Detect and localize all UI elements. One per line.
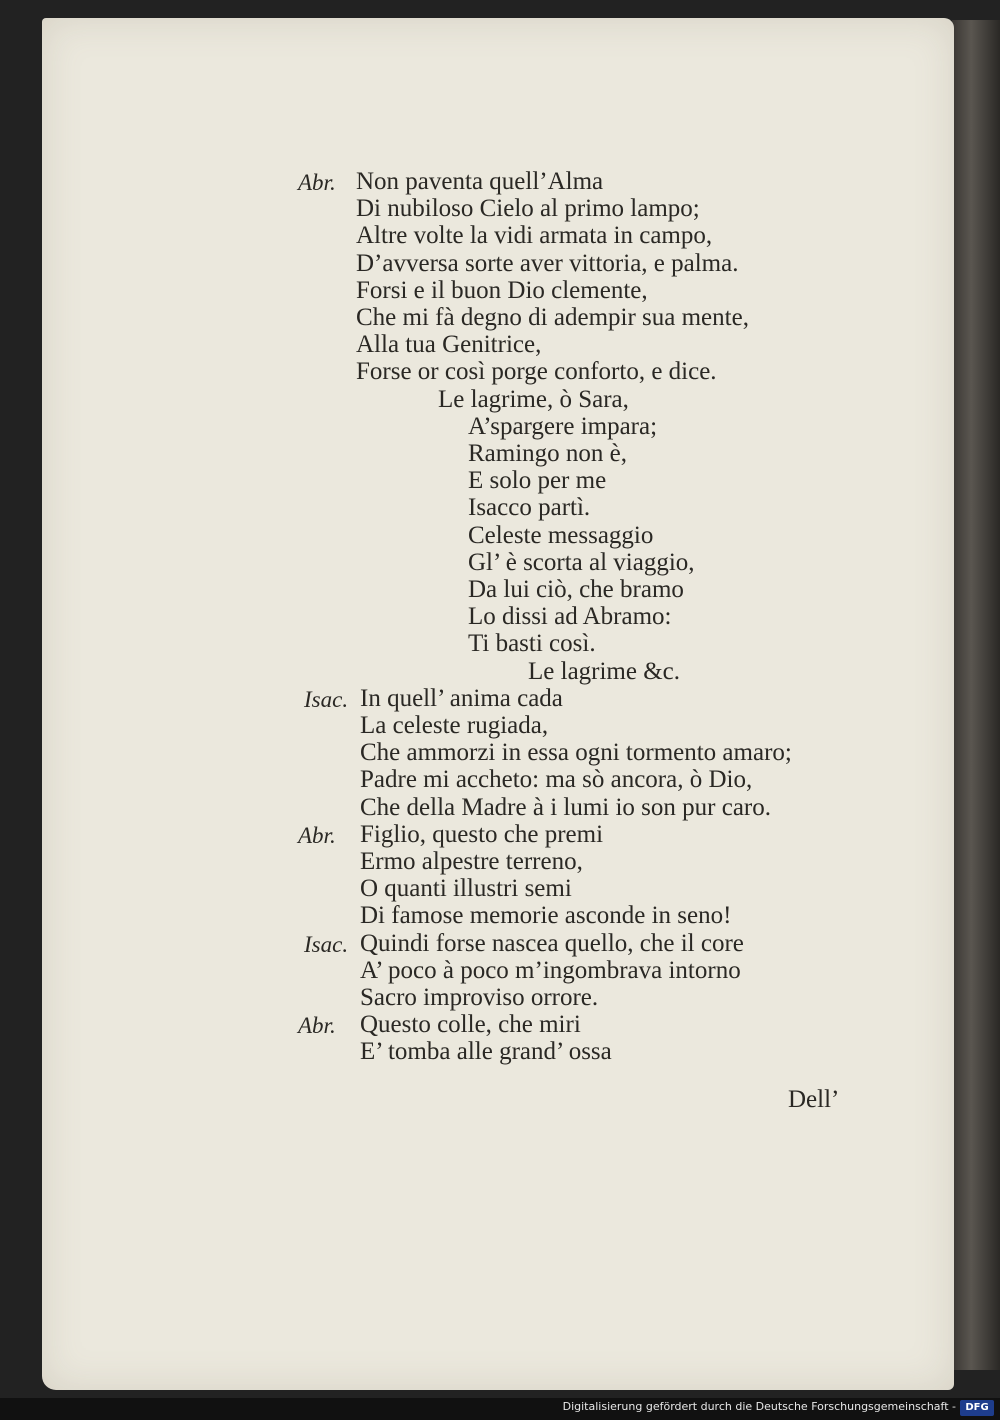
verse-line: Isacco partì. (468, 494, 591, 522)
verse-line: O quanti illustri semi (360, 875, 572, 903)
verse-line: Da lui ciò, che bramo (468, 576, 684, 603)
verse-line: E’ tomba alle grand’ ossa (360, 1038, 612, 1066)
verse-line: Di famose memorie asconde in seno! (360, 902, 732, 930)
verse-line: A’ poco à poco m’ingombrava intorno (360, 956, 741, 984)
verse-line: La celeste rugiada, (360, 712, 549, 739)
speaker-label: Abr. (298, 170, 336, 195)
verse-line: Ti basti così. (468, 630, 596, 658)
verse-line: Che mi fà degno di adempir sua mente, (356, 304, 749, 331)
speaker-label: Isac. (304, 931, 349, 957)
verse-line: Che ammorzi in essa ogni tormento amaro; (360, 739, 792, 767)
verse-line: Gl’ è scorta al viaggio, (468, 548, 695, 576)
verse-line: Celeste messaggio (468, 521, 654, 549)
catchword: Dell’ (788, 1086, 840, 1113)
verse-line: Le lagrime &c. (528, 657, 681, 685)
speaker-label: Abr. (298, 1013, 336, 1039)
verse-line: Le lagrime, ò Sara, (438, 385, 629, 413)
verse-line: In quell’ anima cada (360, 684, 563, 712)
verse-line: Lo dissi ad Abramo: (468, 603, 672, 631)
verse-line: Forsi e il buon Dio clemente, (356, 276, 648, 304)
verse-line: A’spargere impara; (468, 412, 658, 440)
verse-line: Figlio, questo che premi (360, 820, 604, 848)
verse-line: Forse or così porge conforto, e dice. (356, 358, 717, 386)
verse-line: Ermo alpestre terreno, (360, 848, 583, 875)
footer-credit: Digitalisierung gefördert durch die Deutsche Forschungsgemeinschaft - (562, 1400, 956, 1413)
book-edge (952, 20, 1000, 1370)
verse-line: Che della Madre à i lumi io son pur caro. (360, 793, 771, 821)
verse-line: Quindi forse nascea quello, che il core (360, 929, 744, 957)
verse-line: Sacro improviso orrore. (360, 984, 599, 1011)
verse-line: Padre mi accheto: ma sò ancora, ò Dio, (360, 766, 753, 794)
verse-line: Di nubiloso Cielo al primo lampo; (356, 195, 700, 223)
verse-line: Alla tua Genitrice, (356, 331, 542, 359)
verse-line: Non paventa quell’Alma (356, 168, 604, 195)
verse-line: Altre volte la vidi armata in campo, (356, 222, 713, 250)
book-page (42, 18, 954, 1390)
verse-line: Ramingo non è, (468, 440, 628, 467)
verse-line: E solo per me (468, 467, 607, 495)
speaker-label: Abr. (298, 822, 336, 848)
verse-line: D’avversa sorte aver vittoria, e palma. (356, 249, 739, 277)
verse-text (42, 18, 954, 1390)
verse-line: Questo colle, che miri (360, 1011, 581, 1039)
dfg-logo: DFG (960, 1400, 994, 1416)
speaker-label: Isac. (304, 686, 349, 712)
